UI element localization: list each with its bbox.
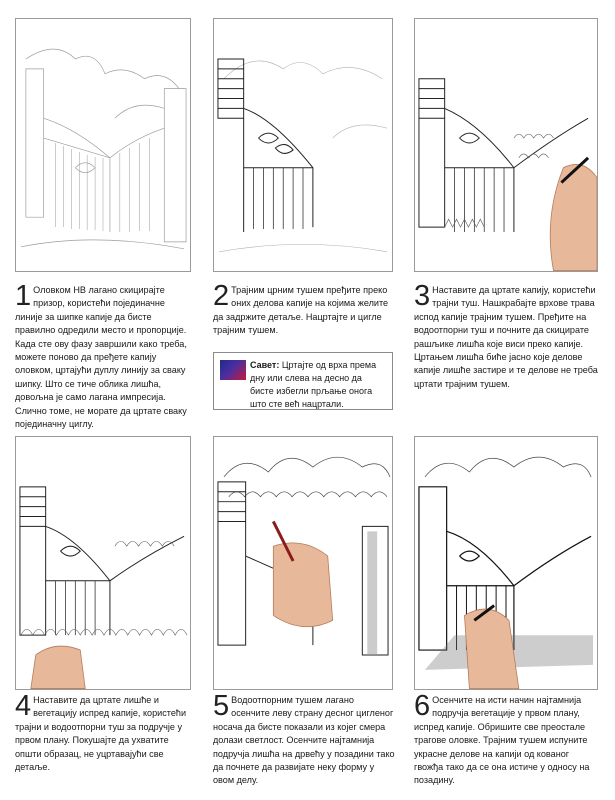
- illustration-step-5: [213, 436, 393, 690]
- step-number: 5: [213, 690, 230, 722]
- tip-box: [213, 352, 393, 410]
- step-5: [213, 690, 395, 788]
- tip-color-swatch: [220, 360, 246, 380]
- step-text: Осенчите на исти начин најтамнија подручја вегетације у првом плану, испред капије. Обришите све преостале трагове оловке. Трајним тушем испуните украсне делове на капији од кованог гвожђа тако да се она истиче у односу на позадину.: [414, 695, 590, 786]
- illustration-step-6: [414, 436, 598, 690]
- step-text: Трајним црним тушем пређите преко оних делова капије на којима желите да задржите детаље. Нацртајте и цигле трајним тушем.: [213, 285, 389, 336]
- step-text: Наставите да цртате капију, користећи трајни туш. Нашкрабајте врхове трава испод капије трајним тушем. Пређите на водоотпорни туш и почните да скицирате рашљике лишћа које виси преко капије. Цртањем лишћа биће јасно које делове капије лишће застире и те делове не треба цртати трајним тушем.: [414, 285, 598, 389]
- step-number: 6: [414, 690, 431, 722]
- step-text: Оловком HB лагано скицирајте призор, користећи појединачне линије за шипке капије да бисте правилно одредили место и пропорције. Када сте ову фазу завршили како треба, можете поново да пређете капију оловком, цртајући дуплу линију за сваку шипку. Што се тиче облика лишћа, довољна је само лагана импресија. Слично томе, не морате да цртате сваку појединачну циглу.: [15, 285, 187, 430]
- step-number: 4: [15, 690, 32, 722]
- step-1: [15, 280, 193, 431]
- step-text: Наставите да цртате лишће и вегетацију испред капије, користећи трајни и водоотпорни туш за подручје у првом плану. Покушајте да ухватите општи образац, не уцртавајући све детаље.: [15, 695, 187, 773]
- step-number: 2: [213, 280, 230, 312]
- illustration-step-1: [15, 18, 191, 272]
- step-2: [213, 280, 395, 338]
- step-3: [414, 280, 600, 391]
- illustration-step-2: [213, 18, 393, 272]
- illustration-step-4: [15, 436, 191, 690]
- step-6: [414, 690, 600, 788]
- step-number: 3: [414, 280, 431, 312]
- tip-title: Савет:: [250, 360, 280, 370]
- step-text: Водоотпорним тушем лагано осенчите леву страну десног цигленог носача да бисте показали из којег смера долази светлост. Осенчите најтамнија подручја лишћа на дрвећу у позадини тако да почнете да развијате неку форму у овом делу.: [213, 695, 395, 786]
- illustration-step-3: [414, 18, 598, 272]
- step-number: 1: [15, 280, 32, 312]
- step-4: [15, 690, 193, 774]
- tip-text: Цртајте од врха према дну или слева на десно да бисте избегли прљање онога што сте већ нацртали.: [250, 360, 377, 409]
